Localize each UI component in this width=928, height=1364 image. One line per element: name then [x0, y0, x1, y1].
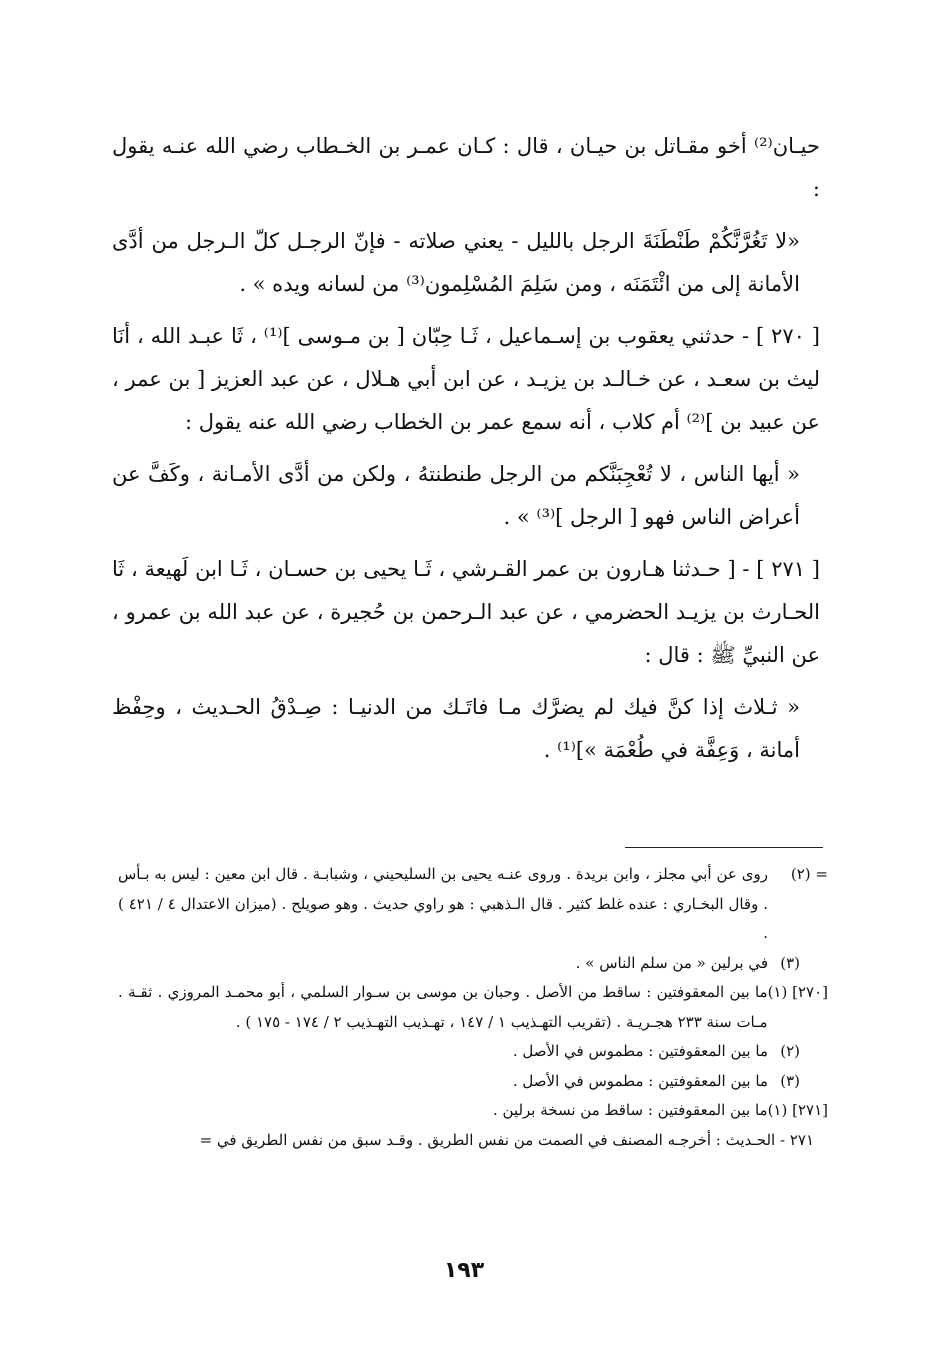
- main-text: [112, 125, 820, 781]
- page-number: ١٩٣: [443, 1258, 485, 1283]
- footnote-mark: [٢٧١] (١): [767, 1101, 828, 1119]
- footnote-item: [118, 978, 828, 1037]
- footnote-text: روى عن أبي مجلز ، وابن بريدة . وروى عنـه يحيى بن السليحيني ، وشبابـة . قال ابن معين : ليس به بـأس . وقال البخـاري : عنده غلط كثير . قال الـذهبي : هو راوي حديث . وهو صويلح . (ميزان الاعتدال ٤ / ٤٢١ ) .: [118, 865, 768, 942]
- footnote-text: في برلين « من سلم الناس » .: [575, 953, 768, 972]
- quote-prophet: « ثـلاث إذا كنَّ فيك لم يضرَّك مـا فاتَـك من الدنيـا : صِـدْقُ الحـديث ، وحِفْظ أمانة ، وَعِفَّة في طُعْمَة »]⁽¹⁾ .: [112, 695, 800, 762]
- footnote-item: [118, 1126, 828, 1156]
- footnote-text: ٢٧١ - الحـديث : أخرجـه المصنف في الصمت من نفس الطريق . وقـد سبق من نفس الطريق في =: [199, 1130, 814, 1149]
- footnote-item: [118, 949, 828, 979]
- footnote-item: [118, 1067, 828, 1097]
- hadith-270-isnad: [ ٢٧٠ ] - حدثني يعقوب بن إسـماعيل ، ثَـا حِبّان [ بن مـوسى ]⁽¹⁾ ، ثَا عبـد الله ، أنَا ليث بن سعـد ، عن خـالـد بن يزيـد ، عن ابن أبي هـلال ، عن عبد العزيز [ بن عمر ، عن عبيد بن ]⁽²⁾ أم كلاب ، أنه سمع عمر بن الخطاب رضي الله عنه يقول :: [112, 324, 820, 434]
- quote-umar-1: «لا تَغُرَّنَّكُمْ طَنْطَنَةَ الرجل بالليل - يعني صلاته - فإنّ الرجـل كلّ الـرجل من أدَّى الأمانة إلى من ائْتَمَنَه ، ومن سَلِمَ المُسْلِمون⁽³⁾ من لسانه ويده » .: [112, 229, 800, 296]
- footnote-mark: (٣): [780, 1071, 800, 1090]
- footnote-text: ما بين المعقوفتين : ساقط من نسخة برلين .: [492, 1101, 768, 1119]
- footnote-item: [118, 860, 828, 949]
- paragraph-intro: حيـان⁽²⁾ أخو مقـاتل بن حيـان ، قال : كـان عمـر بن الخـطاب رضي الله عنـه يقول :: [112, 134, 820, 201]
- footnote-item: [118, 1037, 828, 1067]
- hadith-271-isnad: [ ٢٧١ ] - [ حـدثنا هـارون بن عمر القـرشي ، ثَـا يحيى بن حسـان ، ثَـا ابن لَهيعة ، ثَا الحـارث بن يزيـد الحضرمي ، عن عبد الـرحمن بن حُجيرة ، عن عبد الله بن عمرو ، عن النبيِّ ﷺ : قال :: [112, 557, 820, 667]
- footnote-text: ما بين المعقوفتين : ساقط من الأصل . وحبان بن موسى بن سـوار السلمي ، أبو محمـد المروزي . ثقـة . مـات سنة ٢٣٣ هجـريـة . (تقريب التهـذيب ١ / ١٤٧ ، تهـذيب التهـذيب ٢ / ١٧٤ - ١٧٥ ) .: [118, 983, 768, 1031]
- footnote-text: ما بين المعقوفتين : مطموس في الأصل .: [512, 1042, 768, 1060]
- footnote-mark: = (٢): [790, 865, 828, 883]
- footnote-mark: (٣): [780, 953, 800, 972]
- footnote-item: [118, 1096, 828, 1126]
- footnote-mark: (٢): [780, 1042, 800, 1060]
- quote-umar-2: « أيها الناس ، لا تُعْجِبَنَّكم من الرجل طنطنتهُ ، ولكن من أدَّى الأمـانة ، وكَفَّ عن أعراض الناس فهو [ الرجل ]⁽³⁾ » .: [112, 462, 800, 529]
- footnote-mark: [٢٧٠] (١): [767, 983, 828, 1001]
- footnotes: [118, 860, 828, 1155]
- footnote-divider: [625, 847, 823, 848]
- footnote-text: ما بين المعقوفتين : مطموس في الأصل .: [512, 1071, 768, 1090]
